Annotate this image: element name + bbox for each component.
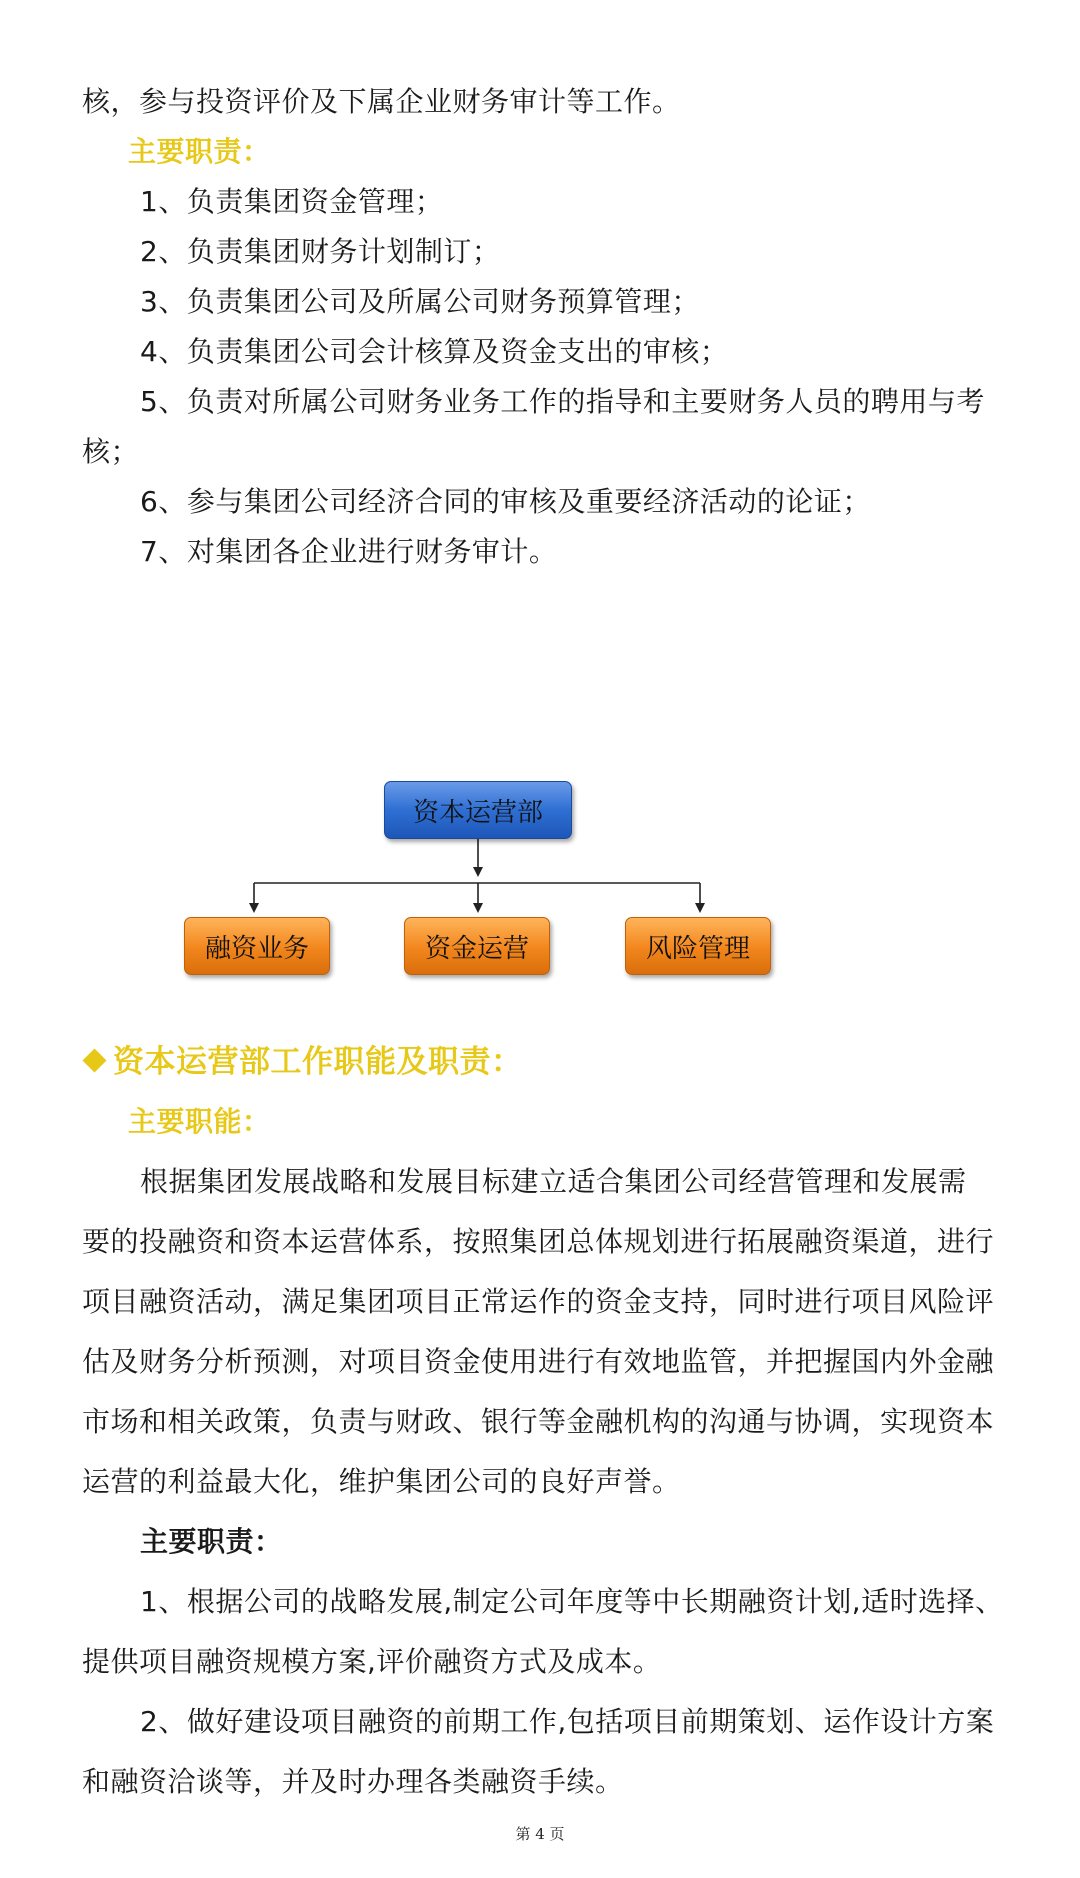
functions-heading: 主要职能： (128, 1105, 271, 1138)
section-duty-1-wrap: 提供项目融资规模方案,评价融资方式及成本。 (82, 1645, 662, 1678)
functions-line: 根据集团发展战略和发展目标建立适合集团公司经营管理和发展需 (140, 1165, 967, 1198)
diamond-bullet-icon (82, 1048, 106, 1072)
duty-item-7: 7、对集团各企业进行财务审计。 (140, 535, 558, 568)
functions-line: 市场和相关政策，负责与财政、银行等金融机构的沟通与协调，实现资本 (82, 1405, 995, 1438)
org-node-root: 资本运营部 (384, 781, 572, 839)
duty-item-6: 6、参与集团公司经济合同的审核及重要经济活动的论证； (140, 485, 871, 518)
org-node-risk-management: 风险管理 (625, 917, 771, 975)
section-duties-heading: 主要职责： (140, 1525, 283, 1558)
paragraph-continuation: 核，参与投资评价及下属企业财务审计等工作。 (82, 85, 681, 118)
duty-item-2: 2、负责集团财务计划制订； (140, 235, 501, 268)
duties-heading: 主要职责： (128, 135, 271, 168)
section-title (86, 1042, 1006, 1082)
org-node-capital-operation: 资金运营 (404, 917, 550, 975)
duty-item-4: 4、负责集团公司会计核算及资金支出的审核； (140, 335, 729, 368)
page-number: 第 4 页 (515, 1825, 565, 1843)
section-duty-1: 1、根据公司的战略发展,制定公司年度等中长期融资计划,适时选择、 (140, 1585, 1004, 1618)
functions-line: 运营的利益最大化，维护集团公司的良好声誉。 (82, 1465, 681, 1498)
section-title-text: 资本运营部工作职能及职责： (113, 1044, 523, 1080)
functions-line: 项目融资活动，满足集团项目正常运作的资金支持，同时进行项目风险评 (82, 1285, 995, 1318)
duty-item-3: 3、负责集团公司及所属公司财务预算管理； (140, 285, 700, 318)
section-duty-2: 2、做好建设项目融资的前期工作,包括项目前期策划、运作设计方案 (140, 1705, 995, 1738)
functions-line: 估及财务分析预测，对项目资金使用进行有效地监管，并把握国内外金融 (82, 1345, 995, 1378)
duty-item-5-wrap: 核； (82, 435, 140, 468)
functions-line: 要的投融资和资本运营体系，按照集团总体规划进行拓展融资渠道，进行 (82, 1225, 995, 1258)
duty-item-1: 1、负责集团资金管理； (140, 185, 444, 218)
duty-item-5: 5、负责对所属公司财务业务工作的指导和主要财务人员的聘用与考 (140, 385, 985, 418)
section-duty-2-wrap: 和融资洽谈等，并及时办理各类融资手续。 (82, 1765, 624, 1798)
org-node-financing: 融资业务 (184, 917, 330, 975)
